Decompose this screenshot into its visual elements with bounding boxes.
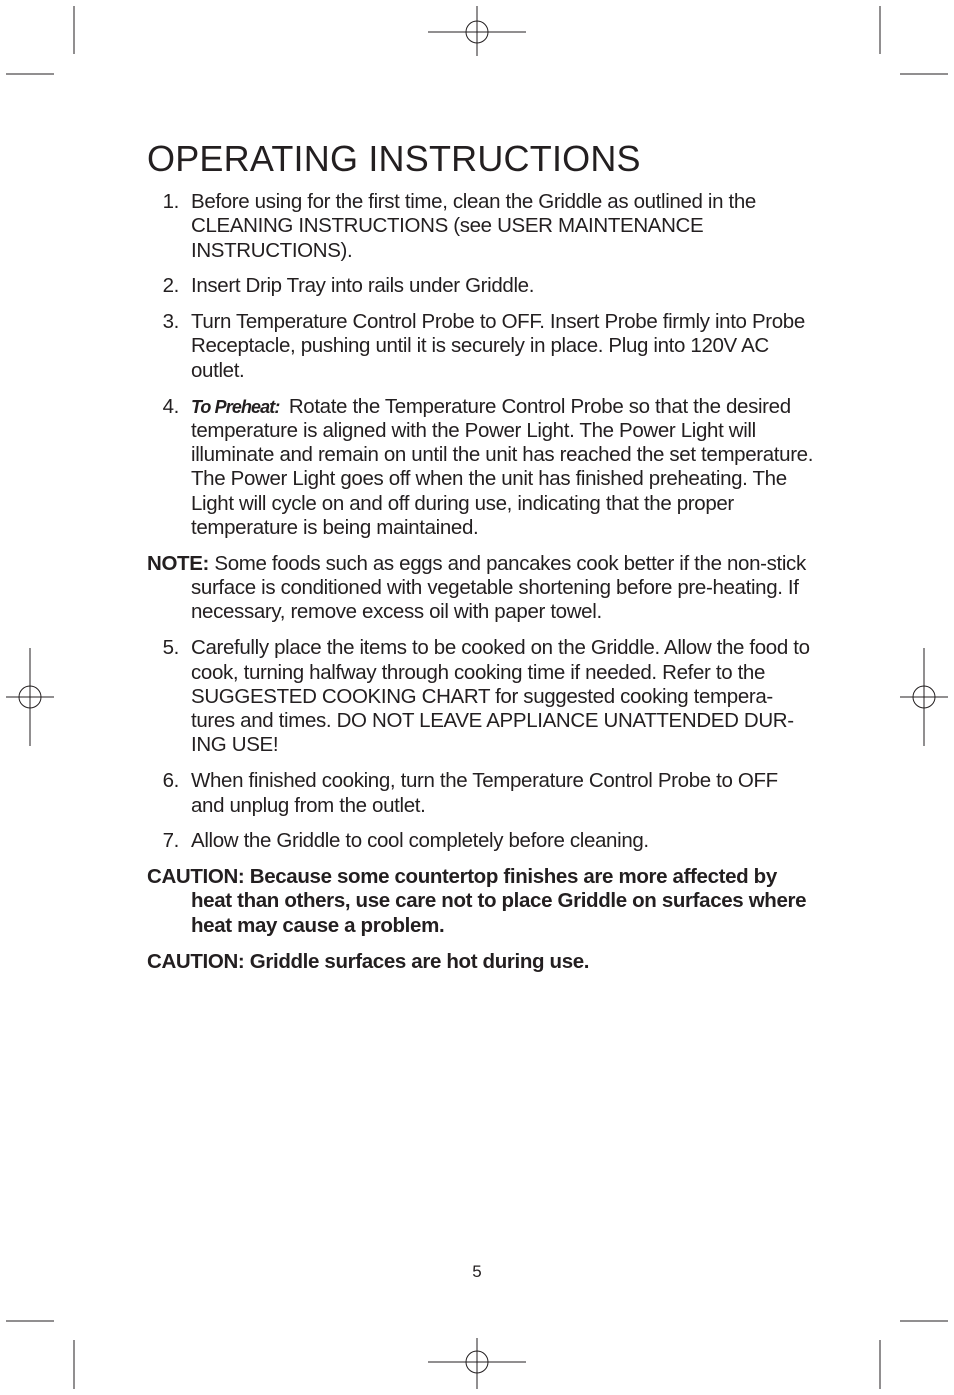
- step-number: 3.: [162, 310, 179, 334]
- step-3: [147, 310, 815, 383]
- step-text: When finished cooking, turn the Temperature Control Probe to OFF and unplug from the outlet.: [191, 769, 778, 817]
- preheat-label: To Preheat:: [191, 396, 280, 417]
- caution-hot-surface: CAUTION: Griddle surfaces are hot during use.: [147, 949, 590, 973]
- step-text: Allow the Griddle to cool completely before cleaning.: [191, 829, 649, 853]
- step-number: 2.: [162, 274, 179, 298]
- step-number: 5.: [162, 636, 179, 660]
- step-text: Carefully place the items to be cooked on the Griddle. Allow the food to cook, turning halfway through cooking time if needed. Refer to the SUGGESTED COOKING CHART for suggested cooking tempera-tures and times. DO NOT LEAVE APPLIANCE UNATTENDED DUR-ING USE!: [191, 636, 810, 757]
- page-title: OPERATING INSTRUCTIONS: [147, 138, 641, 179]
- step-6: [147, 769, 815, 818]
- step-1: [147, 190, 815, 263]
- step-7: [147, 829, 815, 853]
- step-text: Before using for the first time, clean the Griddle as outlined in the CLEANING INSTRUCTIONS (see USER MAINTENANCE INSTRUCTIONS).: [191, 190, 756, 262]
- note-label: NOTE:: [147, 551, 210, 575]
- step-number: 1.: [162, 190, 179, 213]
- step-text: Insert Drip Tray into rails under Griddle.: [191, 274, 535, 298]
- step-text: Turn Temperature Control Probe to OFF. Insert Probe firmly into Probe Receptacle, pushing until it is securely in place. Plug into 120V AC outlet.: [191, 310, 805, 382]
- step-number: 4.: [162, 394, 179, 418]
- note: [147, 552, 815, 625]
- step-2: [147, 274, 815, 298]
- step-5: [147, 636, 815, 757]
- page-number: 5: [472, 1262, 482, 1281]
- note-text: Some foods such as eggs and pancakes cook better if the non-stick surface is conditioned with vegetable shortening before pre-heating. If necessary, remove excess oil with paper towel.: [191, 551, 806, 624]
- step-text: Rotate the Temperature Control Probe so that the desired temperature is aligned with the Power Light. The Power Light will illuminate and remain on until the unit has reached the set temperature. The Power Light goes off when the unit has finished preheating. The Light will cycle on and off during use, indicating that the proper temperature is being maintained.: [191, 394, 814, 540]
- caution-countertop: CAUTION: Because some countertop finishes are more affected by heat than others, use care not to place Griddle on surfaces where heat may cause a problem.: [147, 865, 807, 937]
- instructions-body: [147, 190, 815, 985]
- step-number: 7.: [162, 829, 179, 853]
- step-number: 6.: [162, 769, 179, 793]
- step-4: [147, 395, 815, 541]
